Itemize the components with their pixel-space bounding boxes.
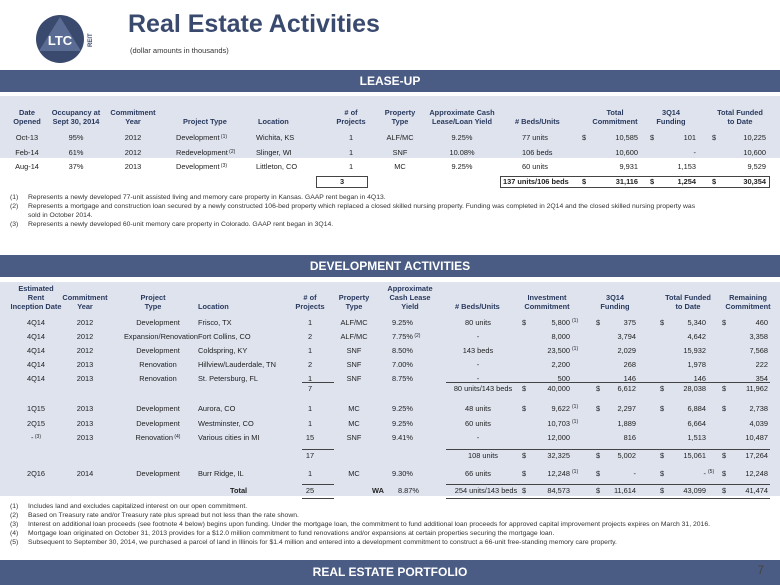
footnote-ref: (2) [227, 148, 236, 155]
dev-type: Development [136, 404, 180, 413]
dev-beds: - [476, 374, 480, 383]
dev-sub-fund: 5,002 [617, 451, 636, 460]
lu-total-fund-cur: $ [650, 177, 655, 186]
dev-yield: 9.30% [392, 469, 413, 478]
dev-inv-note: (1) [572, 469, 579, 475]
lu-loc: Littleton, CO [256, 162, 298, 171]
dev-h-year: Commitment Year [62, 293, 108, 311]
lu-ptype: SNF [392, 147, 408, 157]
lu-funded: 10,600 [743, 147, 766, 157]
footnote-number: (1) [10, 503, 19, 510]
dev-sub-funded-cur: $ [660, 384, 665, 393]
dev-projects: 1 [307, 374, 313, 383]
dev-sub-rem: 17,264 [745, 451, 768, 460]
dev-yield: 9.41% [392, 433, 413, 442]
dev-yield: 9.25% [392, 404, 413, 413]
dev-sub-funded: 15,061 [683, 451, 706, 460]
lu-funded: 9,529 [747, 162, 766, 171]
lu-h-loc: Location [258, 117, 289, 126]
dev-funded-cur: $ [660, 318, 665, 327]
dev-inv: 12,000 [547, 433, 570, 442]
dev-footnote [10, 530, 775, 539]
dev-rem-cur: $ [722, 469, 727, 478]
dev-total-funded-cur: $ [660, 486, 665, 495]
dev-sub-inv: 40,000 [547, 384, 570, 393]
lu-total-fund: 1,254 [677, 177, 696, 186]
lu-year: 2012 [124, 147, 142, 157]
dev-sub-inv-cur: $ [522, 451, 527, 460]
dev-fund: 268 [623, 360, 636, 369]
dev-h-date: Estimated Rent Inception Date [10, 284, 62, 311]
lu-projects: 1 [348, 147, 354, 157]
dev-type: Renovation $^{(4)}$ [135, 433, 181, 442]
dev-ptype: SNF [346, 374, 362, 383]
lu-footnote [10, 221, 770, 230]
dev-inv-note: (1) [572, 318, 579, 324]
dev-sub-beds: 108 units [468, 451, 498, 460]
dev-funded: 146 [693, 374, 706, 383]
dev-type: Development [136, 418, 180, 428]
lu-h-occ: Occupancy at Sept 30, 2014 [51, 108, 101, 126]
footnote-number: (2) [10, 512, 19, 519]
logo-subtext: REIT [88, 33, 94, 47]
dev-projects: 1 [307, 346, 313, 355]
dev-loc: St. Petersburg, FL [198, 374, 258, 383]
lu-commit: 9,931 [619, 162, 638, 171]
dev-total-inv-cur: $ [522, 486, 527, 495]
footnote-ref: (3) [219, 163, 228, 169]
dev-sub-fund-cur: $ [596, 384, 601, 393]
dev-loc: Frisco, TX [198, 318, 232, 327]
dev-h-proptype: Property Type [338, 293, 370, 311]
lu-h-date: Date Opened [13, 108, 41, 126]
dev-subtotal-rule-projects [302, 382, 334, 383]
leaseup-banner: LEASE-UP [0, 70, 780, 92]
lu-fund: 1,153 [677, 162, 696, 171]
footnote-ref: (2) [412, 333, 421, 339]
dev-total-rem-cur: $ [722, 486, 727, 495]
portfolio-banner: REAL ESTATE PORTFOLIO [0, 560, 780, 585]
dev-footnote [10, 503, 775, 512]
dev-type: Development [136, 318, 180, 327]
lu-occ: 37% [68, 162, 84, 171]
dev-loc: Westminster, CO [198, 418, 254, 428]
dev-fund: 146 [623, 374, 636, 383]
dev-sub-funded-cur: $ [660, 451, 665, 460]
lu-occ: 61% [68, 147, 84, 157]
dev-year: 2013 [76, 360, 94, 369]
lu-loc: Slinger, WI [256, 147, 292, 157]
lu-year: 2013 [124, 162, 142, 171]
ltc-reit-logo [34, 11, 120, 67]
footnote-text: Represents a mortgage and construction loan secured by a newly constructed 106-bed property which replaced a closed skilled nursing property. Funding was completed in 2Q14 and the closed skilled nursing property was [28, 203, 696, 210]
lu-footnote [10, 212, 770, 221]
dev-ptype: SNF [346, 360, 362, 369]
footnote-number: (2) [10, 203, 19, 210]
dev-year: 2012 [76, 346, 94, 355]
dev-footnote [10, 512, 775, 521]
dev-year: 2014 [76, 469, 94, 478]
dev-loc: Various cities in MI [198, 433, 260, 442]
footnote-text: Interest on additional loan proceeds (see footnote 4 below) begins upon funding. Under the mortgage loan, the commitment to fund additional loan proceeds for approved capital improvement projects expires on March 31, 2016. [28, 521, 710, 528]
dev-beds: 80 units [465, 318, 491, 327]
dev-total-beds: 254 units/143 beds [454, 486, 518, 495]
lu-occ: 95% [68, 133, 84, 142]
dev-date: 2Q15 [26, 418, 46, 428]
lu-commit: 10,600 [615, 147, 638, 157]
lu-ptype: MC [394, 162, 406, 171]
dev-footnote [10, 539, 775, 548]
dev-date: 2Q16 [26, 469, 46, 478]
dev-funded: 6,664 [687, 418, 706, 428]
dev-loc: Coldspring, KY [198, 346, 248, 355]
dev-h-beds: # Beds/Units [455, 302, 500, 311]
dev-ptype: SNF [346, 433, 362, 442]
dev-total-rem: 41,474 [745, 486, 768, 495]
dev-loc: Burr Ridge, IL [198, 469, 244, 478]
dev-fund-cur: $ [596, 469, 601, 478]
lu-commit-cur: $ [582, 133, 587, 142]
lu-yield: 9.25% [451, 162, 473, 171]
footnote-text: Subsequent to September 30, 2014, we purchased a parcel of land in Illinois for $1.4 million and entered into a development commitment to construct a 66-unit free-standing memory care property. [28, 539, 617, 546]
dev-total-projects: 25 [305, 486, 315, 495]
dev-rem: 7,568 [749, 346, 768, 355]
dev-rem: 222 [755, 360, 768, 369]
dev-ptype: ALF/MC [340, 332, 368, 341]
page-subtitle: (dollar amounts in thousands) [130, 46, 229, 55]
page-number: 7 [757, 563, 764, 577]
lu-h-funded: Total Funded to Date [717, 108, 763, 126]
logo-mark [34, 11, 120, 67]
dev-inv-note: (1) [572, 418, 579, 425]
lu-fund: 101 [683, 133, 696, 142]
dev-fund: 2,297 [617, 404, 636, 413]
lu-fund: - [693, 147, 696, 157]
dev-funded: - [703, 469, 706, 478]
dev-total-yield: 8.87% [398, 486, 419, 495]
lu-total-funded-cur: $ [712, 177, 717, 186]
dev-beds: 60 units [465, 418, 491, 428]
dev-rem: 460 [755, 318, 768, 327]
lu-h-funding: 3Q14 Funding [656, 108, 686, 126]
dev-type: Development [136, 469, 180, 478]
lu-total-projects: 3 [339, 177, 345, 186]
dev-ptype: MC [348, 404, 360, 413]
dev-type: Renovation [139, 374, 177, 383]
dev-yield: 7.00% [392, 360, 413, 369]
lu-beds: 77 units [522, 133, 548, 142]
lu-projects: 1 [348, 133, 354, 142]
dev-inv: 23,500 [547, 346, 570, 355]
lu-beds: 106 beds [522, 147, 553, 157]
dev-sub-fund: 6,612 [617, 384, 636, 393]
footnote-text: Mortgage loan originated on October 31, 2013 provides for a $12.0 million commitment to fund renovations and/or expansions at certain properties securing the mortgage loan. [28, 530, 555, 537]
dev-fund-cur: $ [596, 404, 601, 413]
footnote-text: Represents a newly developed 60-unit memory care property in Colorado. GAAP rent began in 3Q14. [28, 221, 334, 228]
dev-sub-rem-cur: $ [722, 451, 727, 460]
dev-total-label: Total [230, 486, 248, 495]
lu-h-beds: # Beds/Units [515, 117, 560, 126]
dev-ptype: MC [348, 469, 360, 478]
dev-funded-note: (5) [708, 469, 715, 475]
lu-h-projects: # of Projects [336, 108, 366, 126]
dev-total-underline-values [446, 498, 770, 499]
lu-total-commit: 31,116 [615, 177, 638, 186]
dev-loc: Aurora, CO [198, 404, 236, 413]
lu-yield: 10.08% [449, 147, 475, 157]
footnote-number: (5) [10, 539, 19, 546]
dev-h-inv: Investment Commitment [524, 293, 570, 311]
dev-inv-cur: $ [522, 404, 527, 413]
dev-inv: 5,800 [551, 318, 570, 327]
development-banner: DEVELOPMENT ACTIVITIES [0, 255, 780, 277]
dev-loc: Fort Collins, CO [198, 332, 251, 341]
lu-yield: 9.25% [451, 133, 473, 142]
footnote-ref: (3) [33, 434, 41, 440]
dev-total-rule-projects [302, 484, 334, 485]
dev-inv: 9,622 [551, 404, 570, 413]
lu-h-proptype: Property Type [384, 108, 416, 126]
dev-total-funded: 43,099 [683, 486, 706, 495]
dev-date: - $^{(3)}$ [31, 433, 41, 442]
dev-sub-projects: 17 [305, 451, 315, 460]
lu-date: Feb-14 [15, 147, 39, 157]
dev-h-loc: Location [198, 302, 229, 311]
dev-inv: 2,200 [551, 360, 570, 369]
dev-rem: 354 [755, 374, 768, 383]
footnote-text: Includes land and excludes capitalized interest on our open commitment. [28, 503, 248, 510]
dev-ptype: SNF [346, 346, 362, 355]
lu-type: Development $^{(1)}$ [176, 133, 228, 142]
dev-projects: 2 [307, 332, 313, 341]
dev-loc: Hillview/Lauderdale, TN [198, 360, 276, 369]
lu-date: Oct-13 [15, 133, 39, 142]
dev-subtotal-rule-values [446, 382, 770, 383]
dev-funded: 1,978 [687, 360, 706, 369]
dev-total-fund-cur: $ [596, 486, 601, 495]
dev-inv-cur: $ [522, 469, 527, 478]
dev-h-remaining: Remaining Commitment [725, 293, 771, 311]
logo-text: LTC [47, 33, 73, 48]
dev-rem: 4,039 [749, 418, 768, 428]
dev-yield: 7.75% $^{(2)}$ [392, 332, 421, 341]
dev-subtotal-rule-values [446, 449, 770, 450]
dev-inv: 10,703 [547, 418, 570, 428]
dev-funded-cur: $ [660, 469, 665, 478]
dev-inv-note: (1) [572, 404, 579, 410]
dev-fund: 2,029 [617, 346, 636, 355]
dev-inv: 8,000 [551, 332, 570, 341]
dev-projects: 1 [307, 404, 313, 413]
dev-ptype: MC [348, 418, 360, 428]
lu-beds: 60 units [522, 162, 548, 171]
dev-beds: - [476, 360, 480, 369]
lu-footnote [10, 203, 770, 212]
dev-total-inv: 84,573 [547, 486, 570, 495]
dev-date: 4Q14 [26, 332, 46, 341]
dev-inv-cur: $ [522, 318, 527, 327]
dev-rem: 2,738 [749, 404, 768, 413]
dev-h-ptype: Project Type [140, 293, 166, 311]
dev-inv: 500 [557, 374, 570, 383]
dev-yield: 8.75% [392, 374, 413, 383]
dev-year: 2013 [76, 404, 94, 413]
dev-projects: 1 [307, 318, 313, 327]
dev-funded: 5,340 [687, 318, 706, 327]
dev-fund: 1,889 [617, 418, 636, 428]
dev-projects: 1 [307, 418, 313, 428]
lu-loc: Wichita, KS [256, 133, 295, 142]
dev-funded: 15,932 [683, 346, 706, 355]
page-title: Real Estate Activities [128, 10, 380, 38]
lu-ptype: ALF/MC [386, 133, 414, 142]
dev-fund: 375 [623, 318, 636, 327]
dev-funded: 1,513 [687, 433, 706, 442]
dev-type: Renovation [139, 360, 177, 369]
dev-rem-cur: $ [722, 318, 727, 327]
lu-funded: 10,225 [743, 133, 766, 142]
lu-fund-cur: $ [650, 133, 655, 142]
dev-sub-rem-cur: $ [722, 384, 727, 393]
dev-fund: 3,794 [617, 332, 636, 341]
dev-total-fund: 11,614 [613, 486, 636, 495]
dev-h-yield: Approximate Cash Lease Yield [387, 284, 433, 311]
dev-fund-cur: $ [596, 318, 601, 327]
lu-commit: 10,585 [615, 133, 638, 142]
lu-type: Development $^{(3)}$ [176, 162, 228, 171]
dev-beds: 143 beds [462, 346, 494, 355]
dev-projects: 1 [307, 469, 313, 478]
dev-fund: - [633, 469, 636, 478]
dev-ptype: ALF/MC [340, 318, 368, 327]
dev-funded: 4,642 [687, 332, 706, 341]
lu-h-year: Commitment Year [110, 108, 156, 126]
lu-funded-cur: $ [712, 133, 717, 142]
footnote-number: (3) [10, 521, 19, 528]
footnote-number: (1) [10, 194, 19, 201]
lu-total-funded: 30,354 [743, 177, 766, 186]
footnote-number: (3) [10, 221, 19, 228]
dev-beds: - [476, 433, 480, 442]
dev-yield: 9.25% [392, 418, 413, 428]
dev-rem: 12,248 [745, 469, 768, 478]
footnote-text: Based on Treasury rate and/or Treasury rate plus spread but not less than the rate shown. [28, 512, 299, 519]
lu-total-beds: 137 units/106 beds [503, 177, 569, 186]
footnote-ref: (4) [172, 434, 181, 440]
dev-type: Expansion/Renovation [124, 332, 198, 341]
lu-total-commit-cur: $ [582, 177, 587, 186]
dev-date: 4Q14 [26, 374, 46, 383]
dev-projects: 15 [305, 433, 315, 442]
dev-year: 2012 [76, 318, 94, 327]
dev-funded: 6,884 [687, 404, 706, 413]
dev-rem-cur: $ [722, 404, 727, 413]
dev-inv-note: (1) [572, 346, 579, 352]
lu-footnote [10, 194, 770, 203]
dev-rem: 10,487 [745, 433, 768, 442]
lu-h-ptype: Project Type [183, 117, 227, 126]
dev-sub-inv: 32,325 [547, 451, 570, 460]
dev-sub-beds: 80 units/143 beds [453, 384, 513, 393]
dev-beds: 66 units [465, 469, 491, 478]
dev-projects: 2 [307, 360, 313, 369]
dev-subtotal-rule-projects [302, 449, 334, 450]
dev-sub-fund-cur: $ [596, 451, 601, 460]
dev-date: 1Q15 [26, 404, 46, 413]
dev-date: 4Q14 [26, 318, 46, 327]
dev-h-funding: 3Q14 Funding [600, 293, 630, 311]
footnote-text: sold in October 2014. [28, 212, 93, 219]
lu-year: 2012 [124, 133, 142, 142]
dev-date: 4Q14 [26, 346, 46, 355]
dev-yield: 9.25% [392, 318, 413, 327]
dev-type: Development [136, 346, 180, 355]
dev-sub-funded: 28,038 [683, 384, 706, 393]
dev-fund: 816 [623, 433, 636, 442]
dev-year: 2013 [76, 418, 94, 428]
dev-h-funded: Total Funded to Date [665, 293, 711, 311]
dev-sub-projects: 7 [307, 384, 313, 393]
dev-beds: - [476, 332, 480, 341]
dev-funded-cur: $ [660, 404, 665, 413]
dev-sub-inv-cur: $ [522, 384, 527, 393]
dev-footnote [10, 521, 775, 530]
lu-h-commit: Total Commitment [592, 108, 638, 126]
dev-year: 2013 [76, 433, 94, 442]
dev-year: 2012 [76, 332, 94, 341]
lu-type: Redevelopment $^{(2)}$ [176, 147, 236, 157]
dev-beds: 48 units [465, 404, 491, 413]
lu-h-yield: Approximate Cash Lease/Loan Yield [429, 108, 495, 126]
dev-total-underline-projects [302, 498, 334, 499]
dev-sub-rem: 11,962 [745, 384, 768, 393]
dev-yield: 8.50% [392, 346, 413, 355]
footnote-ref: (1) [219, 134, 228, 140]
dev-rem: 3,358 [749, 332, 768, 341]
footnote-number: (4) [10, 530, 19, 537]
dev-total-wa: WA [372, 486, 384, 495]
lu-projects: 1 [348, 162, 354, 171]
dev-inv: 12,248 [547, 469, 570, 478]
dev-total-rule-values [446, 484, 770, 485]
lu-date: Aug-14 [15, 162, 39, 171]
dev-h-projects: # of Projects [295, 293, 325, 311]
dev-date: 4Q14 [26, 360, 46, 369]
dev-year: 2013 [76, 374, 94, 383]
footnote-text: Represents a newly developed 77-unit assisted living and memory care property in Kansas. GAAP rent began in 4Q13. [28, 194, 386, 201]
